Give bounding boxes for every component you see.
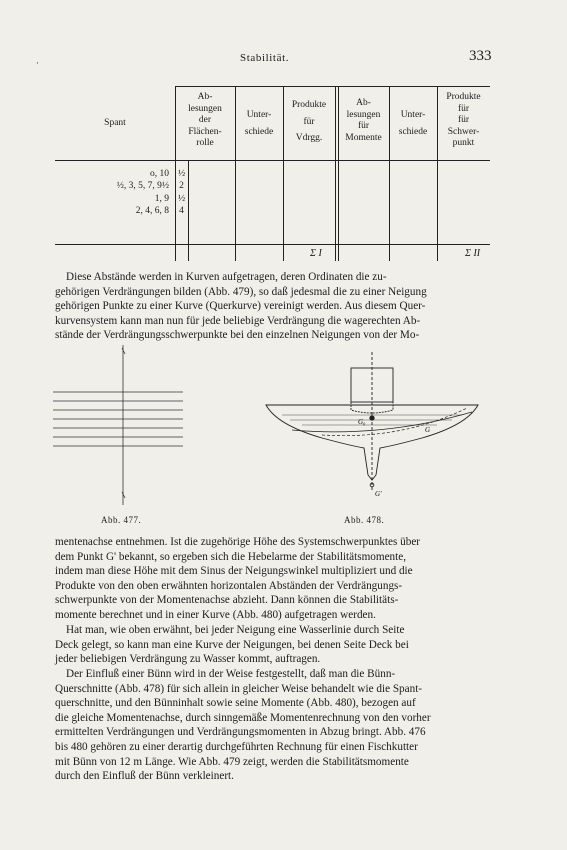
header-line: lesungen: [188, 103, 222, 114]
text-line: die gleiche Momentenachse, durch sinngemäße Momentenrechnung von den vorher: [55, 711, 431, 724]
label-g0: G₀: [358, 418, 366, 426]
text-line: durch den Einfluß der Bünn verkleinert.: [55, 770, 234, 783]
text-line: stände der Verdrängungsschwerpunkte bei den einzelnen Neigungen von der Mo-: [55, 329, 420, 342]
header-line: Produkte: [446, 92, 481, 102]
text-line: kurvensystem kann man nun für jede beliebige Verdrängung die wagerechten Ab-: [55, 314, 421, 327]
table-cell: ½: [177, 169, 186, 179]
text-line: bis 480 gehören zu einer derartig durchgeführten Rechnung für einen Fischkutter: [55, 740, 418, 753]
header-line: Vdrgg.: [295, 133, 323, 143]
figure-478: [262, 350, 492, 500]
table-cell: o, 10: [150, 169, 169, 179]
text-line: Deck gelegt, so kann man eine Kurve der Neigungen, bei denen Seite Deck bei: [55, 638, 409, 651]
sum-i-label: Σ I: [310, 248, 322, 259]
text-line: querschnitte, und den Bünninhalt sowie seine Momente (Abb. 480), bezogen auf: [55, 697, 416, 710]
header-line: schiede: [244, 126, 274, 137]
table-cell: 1, 9: [154, 193, 169, 204]
text-line: indem man diese Höhe mit dem Sinus der Neigungswinkel multipliziert und die: [55, 565, 413, 578]
header-line: rolle: [196, 138, 214, 148]
table-col-line: [188, 160, 189, 261]
table-cell: 2, 4, 6, 8: [135, 206, 169, 217]
caption-478: Abb. 478.: [344, 515, 385, 525]
spant-values: [55, 168, 169, 218]
header-unterschiede-1: [235, 110, 283, 138]
table-cell: 4: [179, 206, 184, 217]
table-rule-top: [175, 86, 490, 87]
text-line: Querschnitte (Abb. 478) für sich allein in gleicher Weise behandelt wie die Spant-: [55, 682, 423, 695]
text-line: Diese Abstände werden in Kurven aufgetragen, deren Ordinaten die zu-: [66, 271, 387, 283]
header-line: Flächen-: [188, 126, 222, 137]
header-line: Ab-: [356, 98, 371, 108]
paragraph-1: [55, 270, 492, 343]
text-line: momente berechnet und in einer Kurve (Abb. 480) aufgetragen werden.: [55, 608, 376, 621]
text-line: dem Punkt G' bekannt, so ergeben sich die Hebelarme der Stabilitätsmomente,: [55, 550, 407, 563]
label-g: G: [425, 426, 431, 434]
header-line: für: [357, 121, 370, 131]
table-cell: ½, 3, 5, 7, 9½: [116, 181, 169, 192]
header-spant: Spant: [104, 118, 126, 128]
text-line: Hat man, wie oben erwähnt, bei jeder Neigung eine Wasserlinie durch Seite: [66, 624, 405, 636]
table-rule-sum: [55, 244, 490, 245]
header-ablesungen-flaechen: [175, 92, 235, 150]
table-rule-header: [55, 160, 490, 161]
header-line: Unter-: [246, 110, 272, 120]
table-cell: ½: [177, 193, 186, 204]
header-produkte-schwerpunkt: [437, 92, 490, 150]
label-gprime: G': [375, 490, 382, 498]
header-unterschiede-2: [389, 110, 437, 138]
text-line: jeder beliebigen Verdrängung zu Wasser kommt, auftragen.: [55, 653, 321, 666]
sum-ii-label: Σ II: [465, 248, 481, 259]
header-line: für: [303, 116, 315, 127]
text-line: mentenachse entnehmen. Ist die zugehörige Höhe des Systemschwerpunktes über: [55, 536, 421, 548]
text-line: mit Bünn von 12 m Länge. Wie Abb. 479 zeigt, werden die Stabilitätsmomente: [55, 755, 409, 768]
text-line: ermittelten Verdrängungen und Verdrängungsmomenten in Abzug bringt. Abb. 476: [55, 726, 426, 739]
header-line: für: [457, 103, 470, 114]
header-line: Unter-: [400, 110, 426, 120]
paragraph-2: [55, 535, 492, 623]
header-produkte-vdrgg: [283, 100, 335, 145]
paragraph-4: [55, 667, 492, 784]
header-line: lesungen: [346, 109, 381, 120]
factor-values: [175, 168, 188, 218]
text-line: schwerpunkte von der Momentenachse abzieht. Dann können die Stabilitäts-: [55, 594, 399, 607]
header-line: der: [198, 115, 212, 125]
header-ablesungen-momente: [338, 98, 389, 144]
table-cell: 2: [179, 181, 184, 192]
header-line: Produkte: [291, 100, 327, 110]
axis-tick: [122, 348, 125, 354]
header-line: für: [457, 115, 470, 125]
text-line: Produkte von den oben erwähnten horizontalen Abständen der Verdrängungs-: [55, 579, 403, 592]
header-line: Ab-: [197, 92, 213, 102]
figure-477: [45, 340, 190, 510]
header-line: Schwer-: [447, 126, 480, 137]
margin-mark: ·: [36, 58, 39, 68]
caption-477: Abb. 477.: [101, 515, 142, 525]
running-title: Stabilität.: [240, 52, 290, 64]
center-of-gravity: [370, 416, 374, 420]
text-line: Der Einfluß einer Bünn wird in der Weise festgestellt, daß man die Bünn-: [66, 668, 396, 680]
page-number: 333: [469, 48, 492, 64]
axis-tick: [122, 492, 125, 498]
header-line: punkt: [452, 138, 475, 148]
text-line: gehörigen Punkte zu einer Kurve (Querkurve) vereinigt werden. Aus diesem Quer-: [55, 300, 426, 313]
table-col-line: [335, 86, 336, 261]
text-line: gehörigen Verdrängungen bilden (Abb. 479), so daß jedesmal die zu einer Neigung: [55, 285, 427, 298]
stability-table: [55, 86, 490, 261]
header-line: schiede: [398, 126, 428, 137]
header-line: Momente: [345, 132, 382, 143]
paragraph-3: [55, 623, 492, 667]
